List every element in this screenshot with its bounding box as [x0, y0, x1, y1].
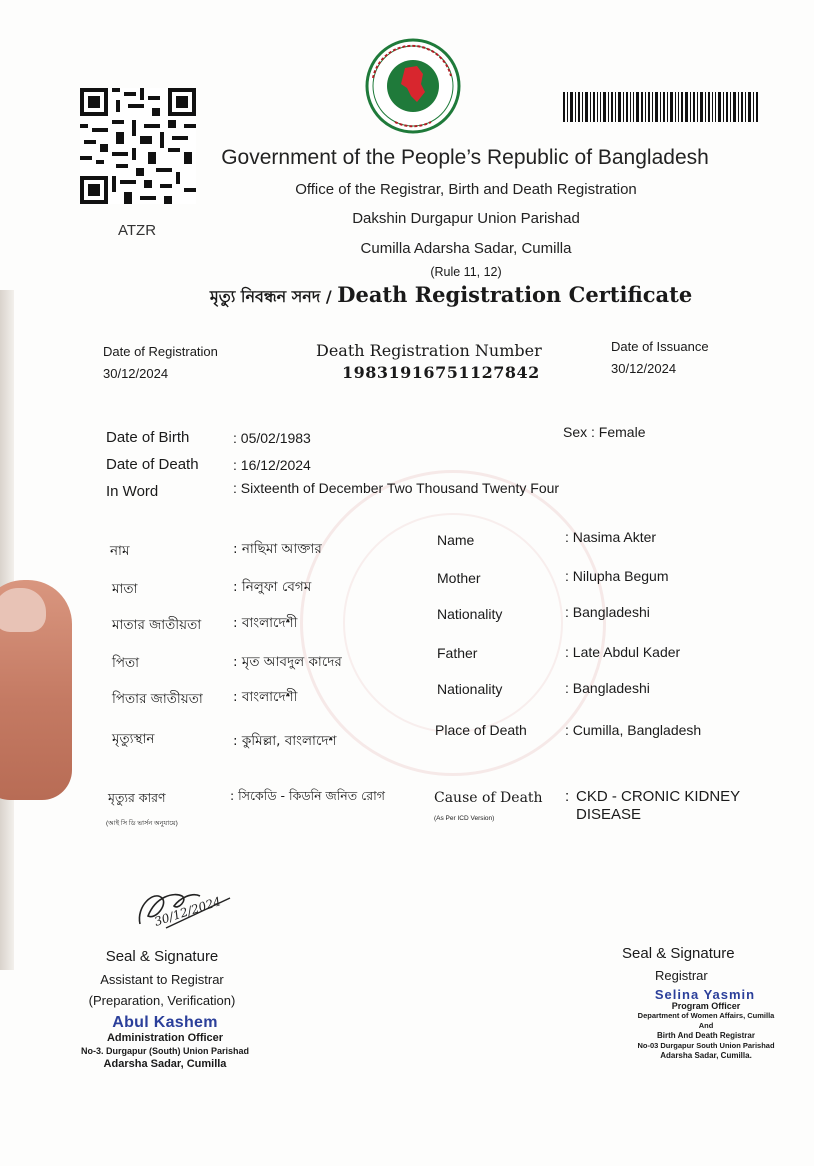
- right-officer-office: No-03 Durgapur South Union Parishad: [637, 1041, 775, 1050]
- bn-label-father-nationality: পিতার জাতীয়তা: [112, 691, 203, 707]
- left-officer-office: No-3. Durgapur (South) Union Parishad: [81, 1046, 249, 1056]
- certificate-title: [0, 282, 814, 311]
- rule-reference: (Rule 11, 12): [430, 265, 502, 279]
- en-label-father-nationality: Nationality: [437, 681, 503, 697]
- en-label-father: Father: [437, 645, 478, 661]
- left-officer-title: Administration Officer: [106, 1032, 224, 1044]
- date-in-words-label: In Word: [106, 483, 159, 500]
- en-value-place-of-death: : Cumilla, Bangladesh: [565, 722, 702, 738]
- registration-number-value: 19831916751127842: [342, 363, 540, 382]
- date-in-words-value: : Sixteenth of December Two Thousand Twenty Four: [233, 480, 560, 496]
- government-emblem-seal: [365, 38, 461, 134]
- title-bangla: মৃত্যু নিবন্ধন সনদ /: [209, 287, 338, 306]
- bn-value-father-nationality: : বাংলাদেশী: [233, 689, 298, 705]
- en-value-name: : Nasima Akter: [565, 529, 657, 545]
- bn-value-mother: : নিলুফা বেগম: [233, 579, 312, 595]
- bn-label-mother-nationality: মাতার জাতীয়তা: [112, 617, 202, 633]
- bn-value-cause: : সিকেডি - কিডনি জনিত রোগ: [230, 788, 385, 803]
- right-officer-title: Program Officer: [671, 1001, 741, 1011]
- bn-cause-note: (আই সি ডি ভার্সন অনুযায়ে): [106, 820, 178, 827]
- cause-colon: :: [565, 788, 570, 805]
- left-role: Assistant to Registrar: [100, 972, 224, 987]
- en-label-cause: Cause of Death: [434, 790, 543, 806]
- en-value-cause-line2: DISEASE: [576, 806, 642, 823]
- office-heading: Office of the Registrar, Birth and Death Registration: [295, 181, 637, 198]
- en-label-name: Name: [437, 532, 475, 548]
- bn-value-name: : নাছিমা আক্তার: [233, 541, 322, 557]
- en-label-place-of-death: Place of Death: [435, 722, 527, 738]
- bn-label-mother: মাতা: [112, 581, 138, 597]
- right-seal-label: Seal & Signature: [622, 945, 735, 962]
- bn-label-father: পিতা: [112, 655, 140, 671]
- birth-date-value: : 05/02/1983: [233, 430, 311, 446]
- bn-label-cause: মৃত্যুর কারণ: [108, 790, 166, 805]
- handwritten-date: 30/12/2024: [152, 894, 223, 929]
- en-cause-note: (As Per ICD Version): [434, 815, 495, 822]
- right-role: Registrar: [655, 968, 708, 983]
- handwritten-signature: [126, 876, 236, 946]
- en-label-mother: Mother: [437, 570, 481, 586]
- location-heading: Cumilla Adarsha Sadar, Cumilla: [360, 240, 572, 257]
- en-value-mother: : Nilupha Begum: [565, 568, 669, 584]
- en-label-mother-nationality: Nationality: [437, 606, 503, 622]
- en-value-father: : Late Abdul Kader: [565, 644, 681, 660]
- title-english: Death Registration Certificate: [337, 282, 693, 307]
- bn-value-mother-nationality: : বাংলাদেশী: [233, 615, 298, 631]
- union-heading: Dakshin Durgapur Union Parishad: [352, 210, 580, 227]
- bn-value-father: : মৃত আবদুল কাদের: [233, 654, 342, 670]
- en-value-cause-line1: CKD - CRONIC KIDNEY: [576, 788, 741, 805]
- barcode: [563, 92, 759, 122]
- en-value-father-nationality: : Bangladeshi: [565, 680, 650, 696]
- qr-caption: ATZR: [118, 222, 157, 239]
- death-date-label: Date of Death: [106, 456, 199, 473]
- birth-date-label: Date of Birth: [106, 429, 190, 446]
- bn-label-place-of-death: মৃত্যুস্থান: [112, 731, 155, 747]
- left-officer-name: Abul Kashem: [112, 1014, 218, 1031]
- bn-value-place-of-death: : কুমিল্লা, বাংলাদেশ: [233, 733, 337, 749]
- registration-date-value: 30/12/2024: [103, 366, 169, 381]
- government-heading: Government of the People’s Republic of Bangladesh: [221, 146, 709, 169]
- death-date-value: : 16/12/2024: [233, 457, 311, 473]
- issuance-date-label: Date of Issuance: [611, 339, 709, 354]
- left-officer-place: Adarsha Sadar, Cumilla: [103, 1058, 227, 1070]
- issuance-date-value: 30/12/2024: [611, 361, 677, 376]
- thumb-nail: [0, 588, 46, 632]
- left-seal-label: Seal & Signature: [105, 948, 219, 965]
- right-officer-and: And: [698, 1021, 714, 1030]
- left-scope: (Preparation, Verification): [88, 993, 236, 1008]
- right-officer-name: Selina Yasmin: [654, 987, 756, 1002]
- thumb-holding-page: [0, 580, 72, 800]
- sex-field: Sex : Female: [563, 424, 646, 440]
- registration-number-label: Death Registration Number: [316, 341, 542, 360]
- registration-date-label: Date of Registration: [103, 344, 218, 359]
- right-officer-role2: Birth And Death Registrar: [657, 1031, 755, 1040]
- right-officer-dept: Department of Women Affairs, Cumilla: [637, 1011, 775, 1020]
- en-value-mother-nationality: : Bangladeshi: [565, 604, 650, 620]
- bn-label-name: নাম: [110, 543, 130, 559]
- right-officer-place: Adarsha Sadar, Cumilla.: [660, 1051, 752, 1060]
